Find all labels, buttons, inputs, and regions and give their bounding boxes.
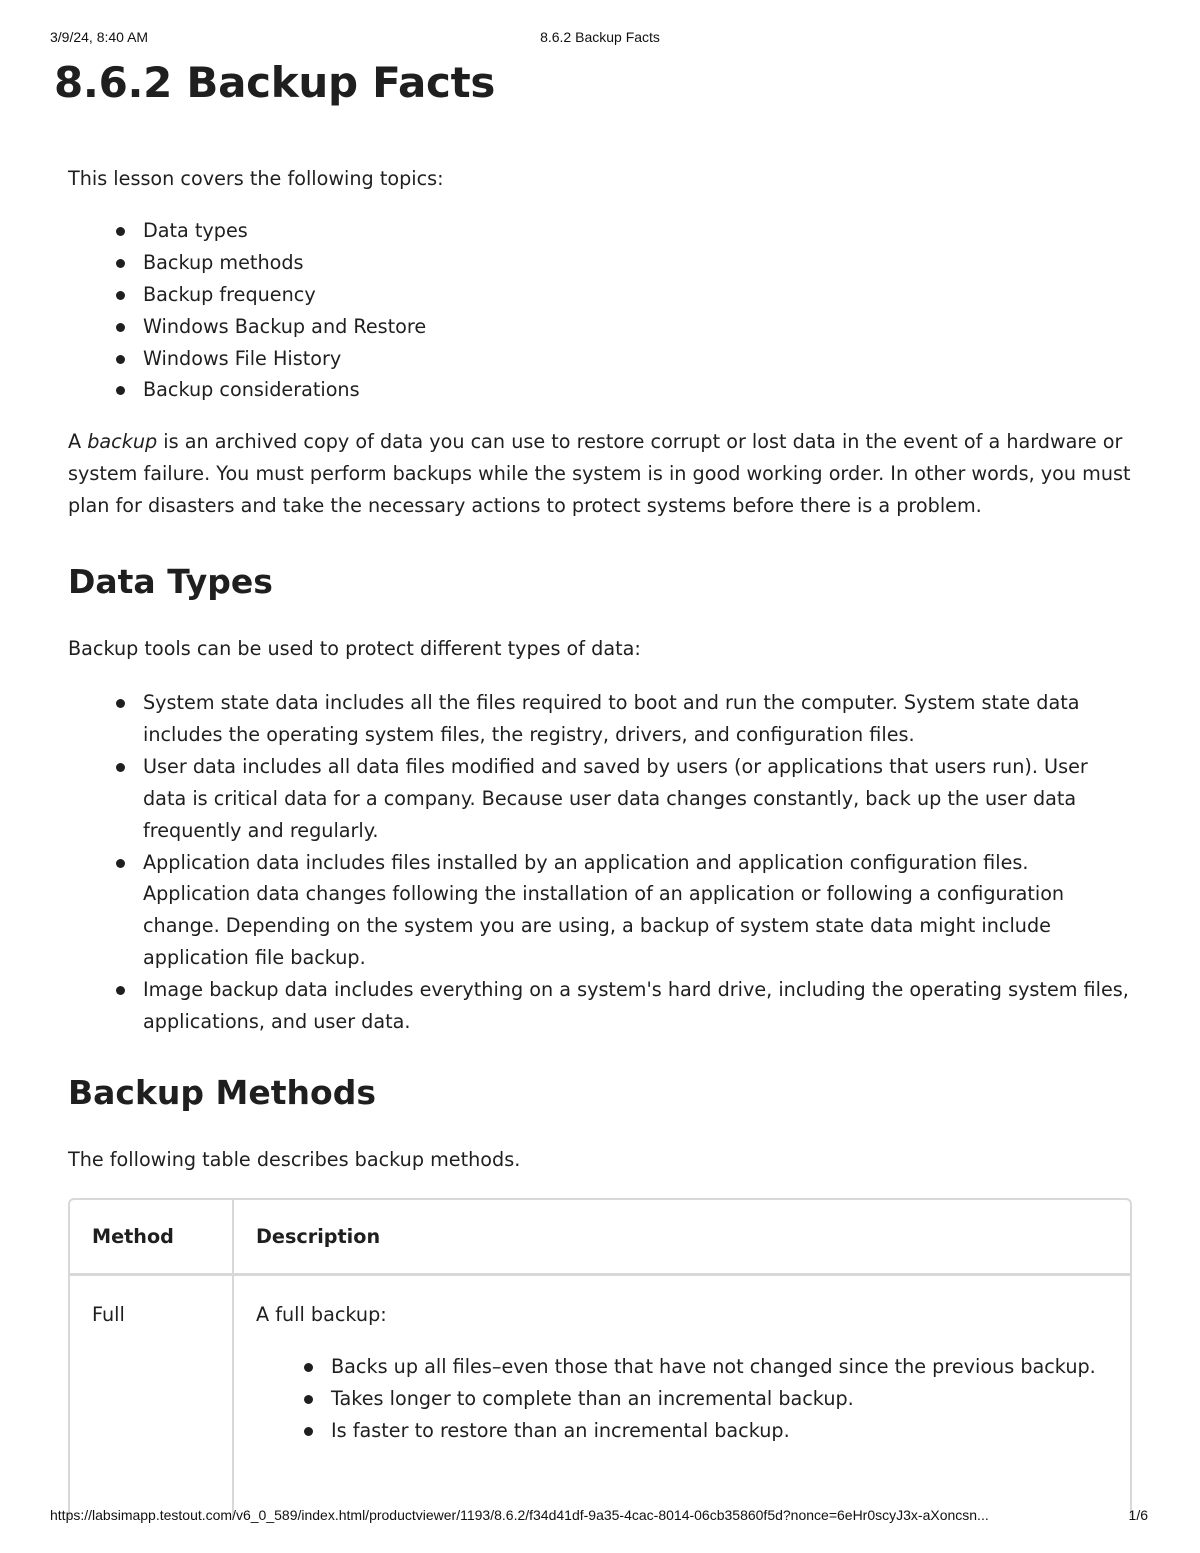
table-header-row [70,1200,1130,1276]
list-item: Windows Backup and Restore [68,311,1133,343]
page-number: 1/6 [1128,1507,1148,1523]
list-item: Data types [68,215,1133,247]
lesson-content [68,163,1133,1518]
intro-text: This lesson covers the following topics: [68,167,444,190]
backup-definition [68,426,1133,522]
column-header-method: Method [70,1200,234,1273]
list-item: User data includes all data files modified and saved by users (or applications that users run). User data is critical data for a company. Because user data changes constantly, back up the user data frequently and regularly. [68,751,1133,847]
list-item: Backup methods [68,247,1133,279]
data-types-intro: Backup tools can be used to protect different types of data: [68,637,641,661]
column-header-description: Description [256,1224,381,1248]
print-footer [0,1507,1200,1525]
backup-methods-intro: The following table describes backup methods. [68,1147,521,1171]
backup-methods-heading: Backup Methods [68,1072,376,1112]
list-item: System state data includes all the files required to boot and run the computer. System state data includes the operating system files, the registry, drivers, and configuration files. [68,687,1133,751]
list-item: Backs up all files–even those that have not changed since the previous backup. [256,1351,1108,1383]
description-points [256,1351,1108,1447]
lead-pre: A [68,430,88,454]
description-cell [234,1276,1130,1518]
list-item: Takes longer to complete than an incremental backup. [256,1383,1108,1415]
list-item: Application data includes files installed by an application and application configuration files. Application data changes following the installation of an application or following a configuration change. Depending on the system you are using, a backup of system state data might include application file backup. [68,847,1133,975]
print-header [0,29,1200,47]
list-item: Windows File History [68,343,1133,375]
backup-methods-table [68,1198,1132,1518]
print-url: https://labsimapp.testout.com/v6_0_589/index.html/productviewer/1193/8.6.2/f34d41df-9a35-4cac-8014-06cb35860f5d?nonce=6eHr0scyJ3x-aXoncsn... [50,1507,989,1523]
page-title: 8.6.2 Backup Facts [54,58,496,107]
list-item: Backup considerations [68,374,1133,406]
method-cell: Full [70,1276,234,1518]
list-item: Image backup data includes everything on a system's hard drive, including the operating system files, applications, and user data. [68,974,1133,1038]
data-types-list [68,687,1133,1038]
list-item: Backup frequency [68,279,1133,311]
topics-list [68,215,1133,406]
data-types-heading: Data Types [68,562,273,602]
lead-post: is an archived copy of data you can use to restore corrupt or lost data in the event of a hardware or system failure. You must perform backups while the system is in good working order. In other words, you must plan for disasters and take the necessary actions to protect systems before there is a problem. [68,430,1131,518]
list-item: Is faster to restore than an incremental backup. [256,1415,1108,1447]
print-datetime: 3/9/24, 8:40 AM [50,29,149,45]
table-row [70,1276,1130,1518]
print-title: 8.6.2 Backup Facts [540,29,660,45]
backup-term: backup [87,430,158,454]
description-intro: A full backup: [256,1302,387,1326]
